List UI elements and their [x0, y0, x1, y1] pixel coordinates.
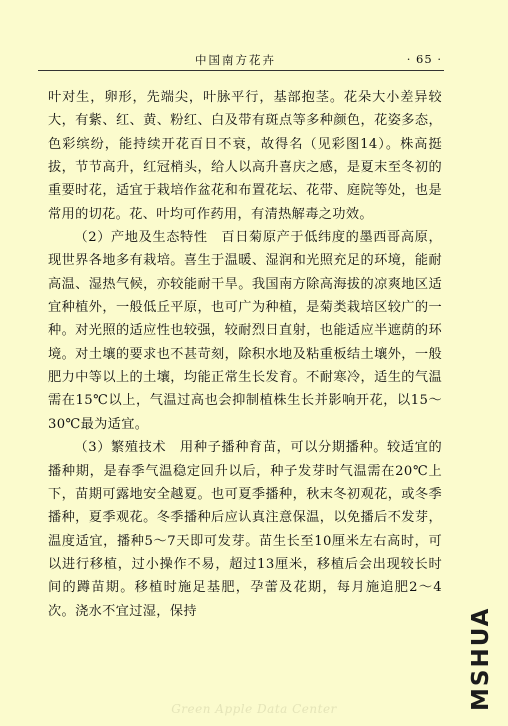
header-rule	[38, 70, 444, 71]
paragraph-origin-ecology: （2）产地及生态特性 百日菊原产于低纬度的墨西哥高原，现世界各地多有栽培。喜生于温暖、湿润和光照充足的环境，能耐高温、湿热气候，亦较能耐干旱。我国南方除高海拔的凉爽地区适宜种植外，一般低丘平原，也可广为种植，是菊类栽培区较广的一种。对光照的适应性也较强，较耐烈日直射，也能适应半遮荫的环境。对土壤的要求也不甚苛刻，除积水地及粘重板结土壤外，一般肥力中等以上的土壤，均能正常生长发育。不耐寒冷，适生的气温需在15℃以上，气温过高也会抑制植株生长并影响开花，以15～30℃最为适宜。	[48, 230, 442, 432]
side-watermark: MSHUA	[468, 606, 494, 712]
bottom-watermark: Green Apple Data Center	[171, 702, 337, 716]
running-title: 中国南方花卉	[195, 53, 276, 67]
running-header	[40, 50, 442, 70]
paragraph-propagation: （3）繁殖技术 用种子播种育苗，可以分期播种。较适宜的播种期，是春季气温稳定回升以后，种子发芽时气温需在20℃上下，苗期可露地安全越夏。也可夏季播种，秋末冬初观花，或冬季播种，夏季观花。冬季播种后应认真注意保温，以免播后不发芽，温度适宜，播种5～7天即可发芽。苗生长至10厘米左右高时，可以进行移植，过小操作不易，超过13厘米，移植后会出现较长时间的蹲苗期。移植时施足基肥，孕蕾及花期，每月施追肥2～4次。浇水不宜过湿，保持	[48, 440, 442, 619]
paragraph-continuation: 叶对生，卵形，先端尖，叶脉平行，基部抱茎。花朵大小差异较大，有紫、红、黄、粉红、白及带有斑点等多种颜色，花姿多态，色彩缤纷，能持续开花百日不衰，故得名（见彩图14）。株高挺拔，节节高升，红冠梢头，给人以高升喜庆之感，是夏末至冬初的重要时花，适宜于栽培作盆花和布置花坛、花带、庭院等处，也是常用的切花。花、叶均可作药用，有清热解毒之功效。	[48, 90, 442, 222]
body-text	[48, 86, 442, 623]
page-number: · 65 ·	[406, 52, 442, 66]
